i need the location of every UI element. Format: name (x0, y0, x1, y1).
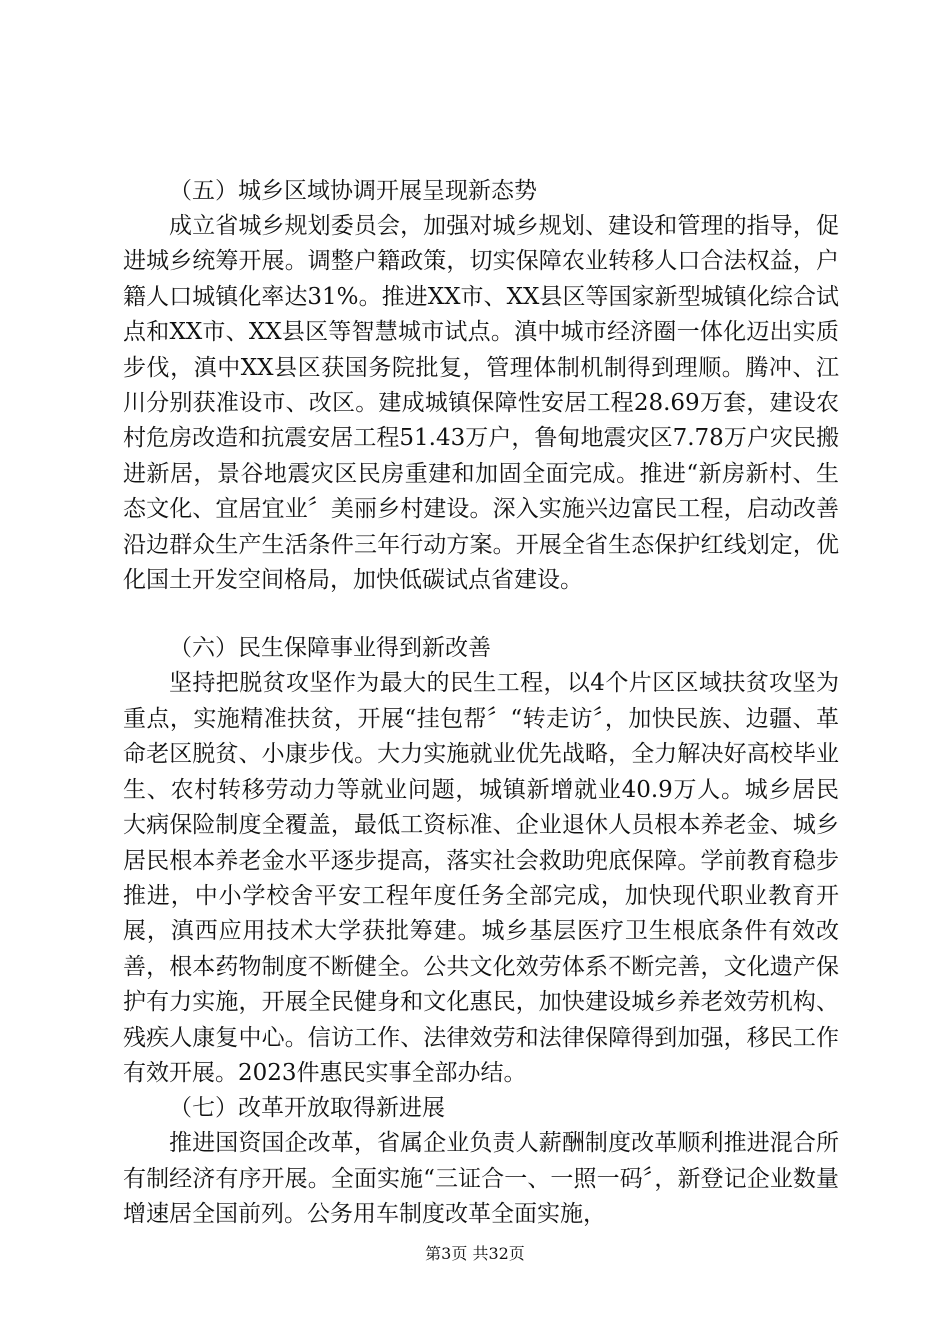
section-heading: （六）民生保障事业得到新改善 (169, 635, 491, 662)
document-body (123, 174, 839, 1233)
section-heading: （七）改革开放取得新进展 (169, 1095, 445, 1122)
section-paragraph: 推进国资国企改革，省属企业负责人薪酬制度改革顺利推进混合所有制经济有序开展。全面实施“三证合一、一照一码〞，新登记企业数量增速居全国前列。公务用车制度改革全面实施， (123, 1130, 839, 1228)
section-paragraph: 成立省城乡规划委员会，加强对城乡规划、建设和管理的指导，促进城乡统筹开展。调整户籍政策，切实保障农业转移人口合法权益，户籍人口城镇化率达31%。推进XX市、XX县区等国家新型城镇化综合试点和XX市、XX县区等智慧城市试点。滇中城市经济圈一体化迈出实质步伐，滇中XX县区获国务院批复，管理体制机制得到理顺。腾冲、江川分别获准设市、改区。建成城镇保障性安居工程28.69万套，建设农村危房改造和抗震安居工程51.43万户，鲁甸地震灾区7.78万户灾民搬进新居，景谷地震灾区民房重建和加固全面完成。推进“新房新村、生态文化、宜居宜业〞美丽乡村建设。深入实施兴边富民工程，启动改善沿边群众生产生活条件三年行动方案。开展全省生态保护红线划定，优化国土开发空间格局，加快低碳试点省建设。 (123, 213, 839, 594)
section-heading: （五）城乡区域协调开展呈现新态势 (169, 178, 537, 204)
section-spacer (123, 598, 839, 631)
section-7 (123, 1091, 839, 1232)
page-footer: 第3页 共32页 (425, 1244, 525, 1263)
section-6 (123, 631, 839, 1091)
section-5 (123, 174, 839, 598)
section-paragraph: 坚持把脱贫攻坚作为最大的民生工程，以4个片区区域扶贫攻坚为重点，实施精准扶贫，开展“挂包帮〞“转走访〞，加快民族、边疆、革命老区脱贫、小康步伐。大力实施就业优先战略，全力解决好高校毕业生、农村转移劳动力等就业问题，城镇新增就业40.9万人。城乡居民大病保险制度全覆盖，最低工资标准、企业退休人员根本养老金、城乡居民根本养老金水平逐步提高，落实社会救助兜底保障。学前教育稳步推进，中小学校舍平安工程年度任务全部完成，加快现代职业教育开展，滇西应用技术大学获批筹建。城乡基层医疗卫生根底条件有效改善，根本药物制度不断健全。公共文化效劳体系不断完善，文化遗产保护有力实施，开展全民健身和文化惠民，加快建设城乡养老效劳机构、残疾人康复中心。信访工作、法律效劳和法律保障得到加强，移民工作有效开展。2023件惠民实事全部办结。 (123, 670, 839, 1086)
